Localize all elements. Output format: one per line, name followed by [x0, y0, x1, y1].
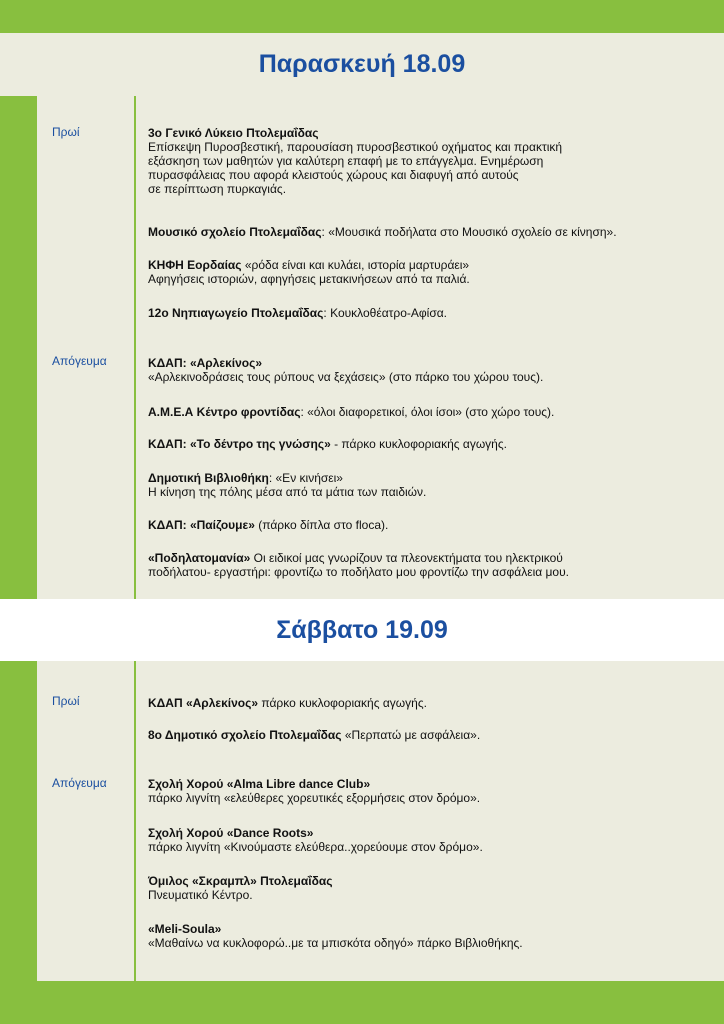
event-entry: [148, 437, 718, 451]
event-entry: [148, 518, 718, 532]
event-title: (πάρκο δίπλα στο floca).: [254, 518, 389, 532]
event-heading: [148, 874, 718, 888]
event-organizer: Όμιλος «Σκραμπλ» Πτολεμαΐδας: [148, 874, 333, 888]
event-organizer: Δημοτική Βιβλιοθήκη: [148, 471, 269, 485]
event-heading: [148, 405, 718, 419]
event-heading: [148, 258, 718, 272]
event-title: : Κουκλοθέατρο-Αφίσα.: [323, 306, 448, 320]
event-description-line: «Αρλεκινοδράσεις τους ρύπους να ξεχάσεις» (στο πάρκο του χώρου τους).: [148, 370, 544, 384]
event-heading: [148, 826, 718, 840]
event-title: : «Εν κινήσει»: [268, 471, 343, 485]
event-organizer: 8ο Δημοτικό σχολείο Πτολεμαΐδας: [148, 728, 342, 742]
event-title: : «όλοι διαφορετικοί, όλοι ίσοι» (στο χώρο τους).: [300, 405, 555, 419]
event-heading: [148, 471, 718, 485]
event-heading: [148, 306, 718, 320]
event-entry: [148, 696, 718, 710]
event-entry: [148, 874, 718, 902]
day2-title: Σάββατο 19.09: [276, 615, 448, 644]
event-description-line: ποδήλατου- εργαστήρι: φροντίζω το ποδήλατο μου φροντίζω την ασφάλεια μου.: [148, 565, 569, 579]
event-entry: [148, 826, 718, 854]
day2-label-panel: [37, 661, 134, 981]
event-description-line: πυρασφάλειας που αφορά κλειστούς χώρους και διαφυγή από αυτούς: [148, 168, 519, 182]
event-organizer: «Meli-Soula»: [148, 922, 222, 936]
event-heading: [148, 356, 718, 370]
event-entry: [148, 551, 718, 579]
event-organizer: 12ο Νηπιαγωγείο Πτολεμαΐδας: [148, 306, 324, 320]
event-entry: [148, 728, 718, 742]
event-heading: [148, 696, 718, 710]
event-organizer: ΚΔΑΠ: «Αρλεκίνος»: [148, 356, 263, 370]
event-heading: [148, 777, 718, 791]
event-description-line: πάρκο λιγνίτη «ελεύθερες χορευτικές εξορμήσεις στον δρόμο».: [148, 791, 481, 805]
event-description-line: Πνευματικό Κέντρο.: [148, 888, 253, 902]
event-entry: [148, 126, 718, 196]
event-organizer: Σχολή Χορού «Alma Libre dance Club»: [148, 777, 371, 791]
event-entry: [148, 258, 718, 286]
event-organizer: ΚΔΑΠ «Αρλεκίνος»: [148, 696, 259, 710]
event-entry: [148, 471, 718, 499]
event-heading: [148, 126, 718, 140]
day1-header: [0, 33, 724, 96]
event-organizer: «Ποδηλατομανία»: [148, 551, 251, 565]
day1-label-panel: [37, 96, 134, 599]
event-entry: [148, 225, 718, 239]
event-description-line: σε περίπτωση πυρκαγιάς.: [148, 182, 287, 196]
event-title: πάρκο κυκλοφοριακής αγωγής.: [258, 696, 427, 710]
event-heading: [148, 728, 718, 742]
event-title: Οι ειδικοί μας γνωρίζουν τα πλεονεκτήματα του ηλεκτρικού: [250, 551, 563, 565]
day1-morning-label: Πρωί: [52, 125, 80, 139]
event-entry: [148, 306, 718, 320]
event-organizer: ΚΗΦΗ Εορδαίας: [148, 258, 242, 272]
event-organizer: ΚΔΑΠ: «Το δέντρο της γνώσης»: [148, 437, 331, 451]
day2-header: [0, 599, 724, 661]
event-description-line: εξάσκηση των μαθητών για καλύτερη επαφή με το επάγγελμα. Ενημέρωση: [148, 154, 544, 168]
event-title: - πάρκο κυκλοφοριακής αγωγής.: [330, 437, 507, 451]
event-heading: [148, 551, 718, 565]
event-heading: [148, 437, 718, 451]
event-description-line: «Μαθαίνω να κυκλοφορώ..με τα μπισκότα οδηγό» πάρκο Βιβλιοθήκης.: [148, 936, 523, 950]
day2-morning-label: Πρωί: [52, 694, 80, 708]
event-organizer: ΚΔΑΠ: «Παίζουμε»: [148, 518, 255, 532]
event-organizer: Μουσικό σχολείο Πτολεμαΐδας: [148, 225, 322, 239]
day1-title: Παρασκευή 18.09: [258, 50, 466, 78]
event-description-line: πάρκο λιγνίτη «Κινούμαστε ελεύθερα..χορεύουμε στον δρόμο».: [148, 840, 483, 854]
event-entry: [148, 356, 718, 384]
event-heading: [148, 225, 718, 239]
day2-afternoon-label: Απόγευμα: [52, 776, 107, 790]
day1-afternoon-label: Απόγευμα: [52, 354, 107, 368]
event-heading: [148, 922, 718, 936]
event-entry: [148, 922, 718, 950]
event-organizer: 3ο Γενικό Λύκειο Πτολεμαΐδας: [148, 126, 319, 140]
event-description-line: Επίσκεψη Πυροσβεστική, παρουσίαση πυροσβεστικού οχήματος και πρακτική: [148, 140, 563, 154]
event-organizer: Α.Μ.Ε.Α Κέντρο φροντίδας: [148, 405, 301, 419]
event-title: «ρόδα είναι και κυλάει, ιστορία μαρτυράει»: [241, 258, 470, 272]
event-title: «Περπατώ με ασφάλεια».: [341, 728, 481, 742]
event-entry: [148, 405, 718, 419]
event-organizer: Σχολή Χορού «Dance Roots»: [148, 826, 314, 840]
event-heading: [148, 518, 718, 532]
event-entry: [148, 777, 718, 805]
event-description-line: Αφηγήσεις ιστοριών, αφηγήσεις μετακινήσεων από τα παλιά.: [148, 272, 470, 286]
event-title: : «Μουσικά ποδήλατα στο Μουσικό σχολείο σε κίνηση».: [321, 225, 617, 239]
event-description-line: Η κίνηση της πόλης μέσα από τα μάτια των παιδιών.: [148, 485, 427, 499]
